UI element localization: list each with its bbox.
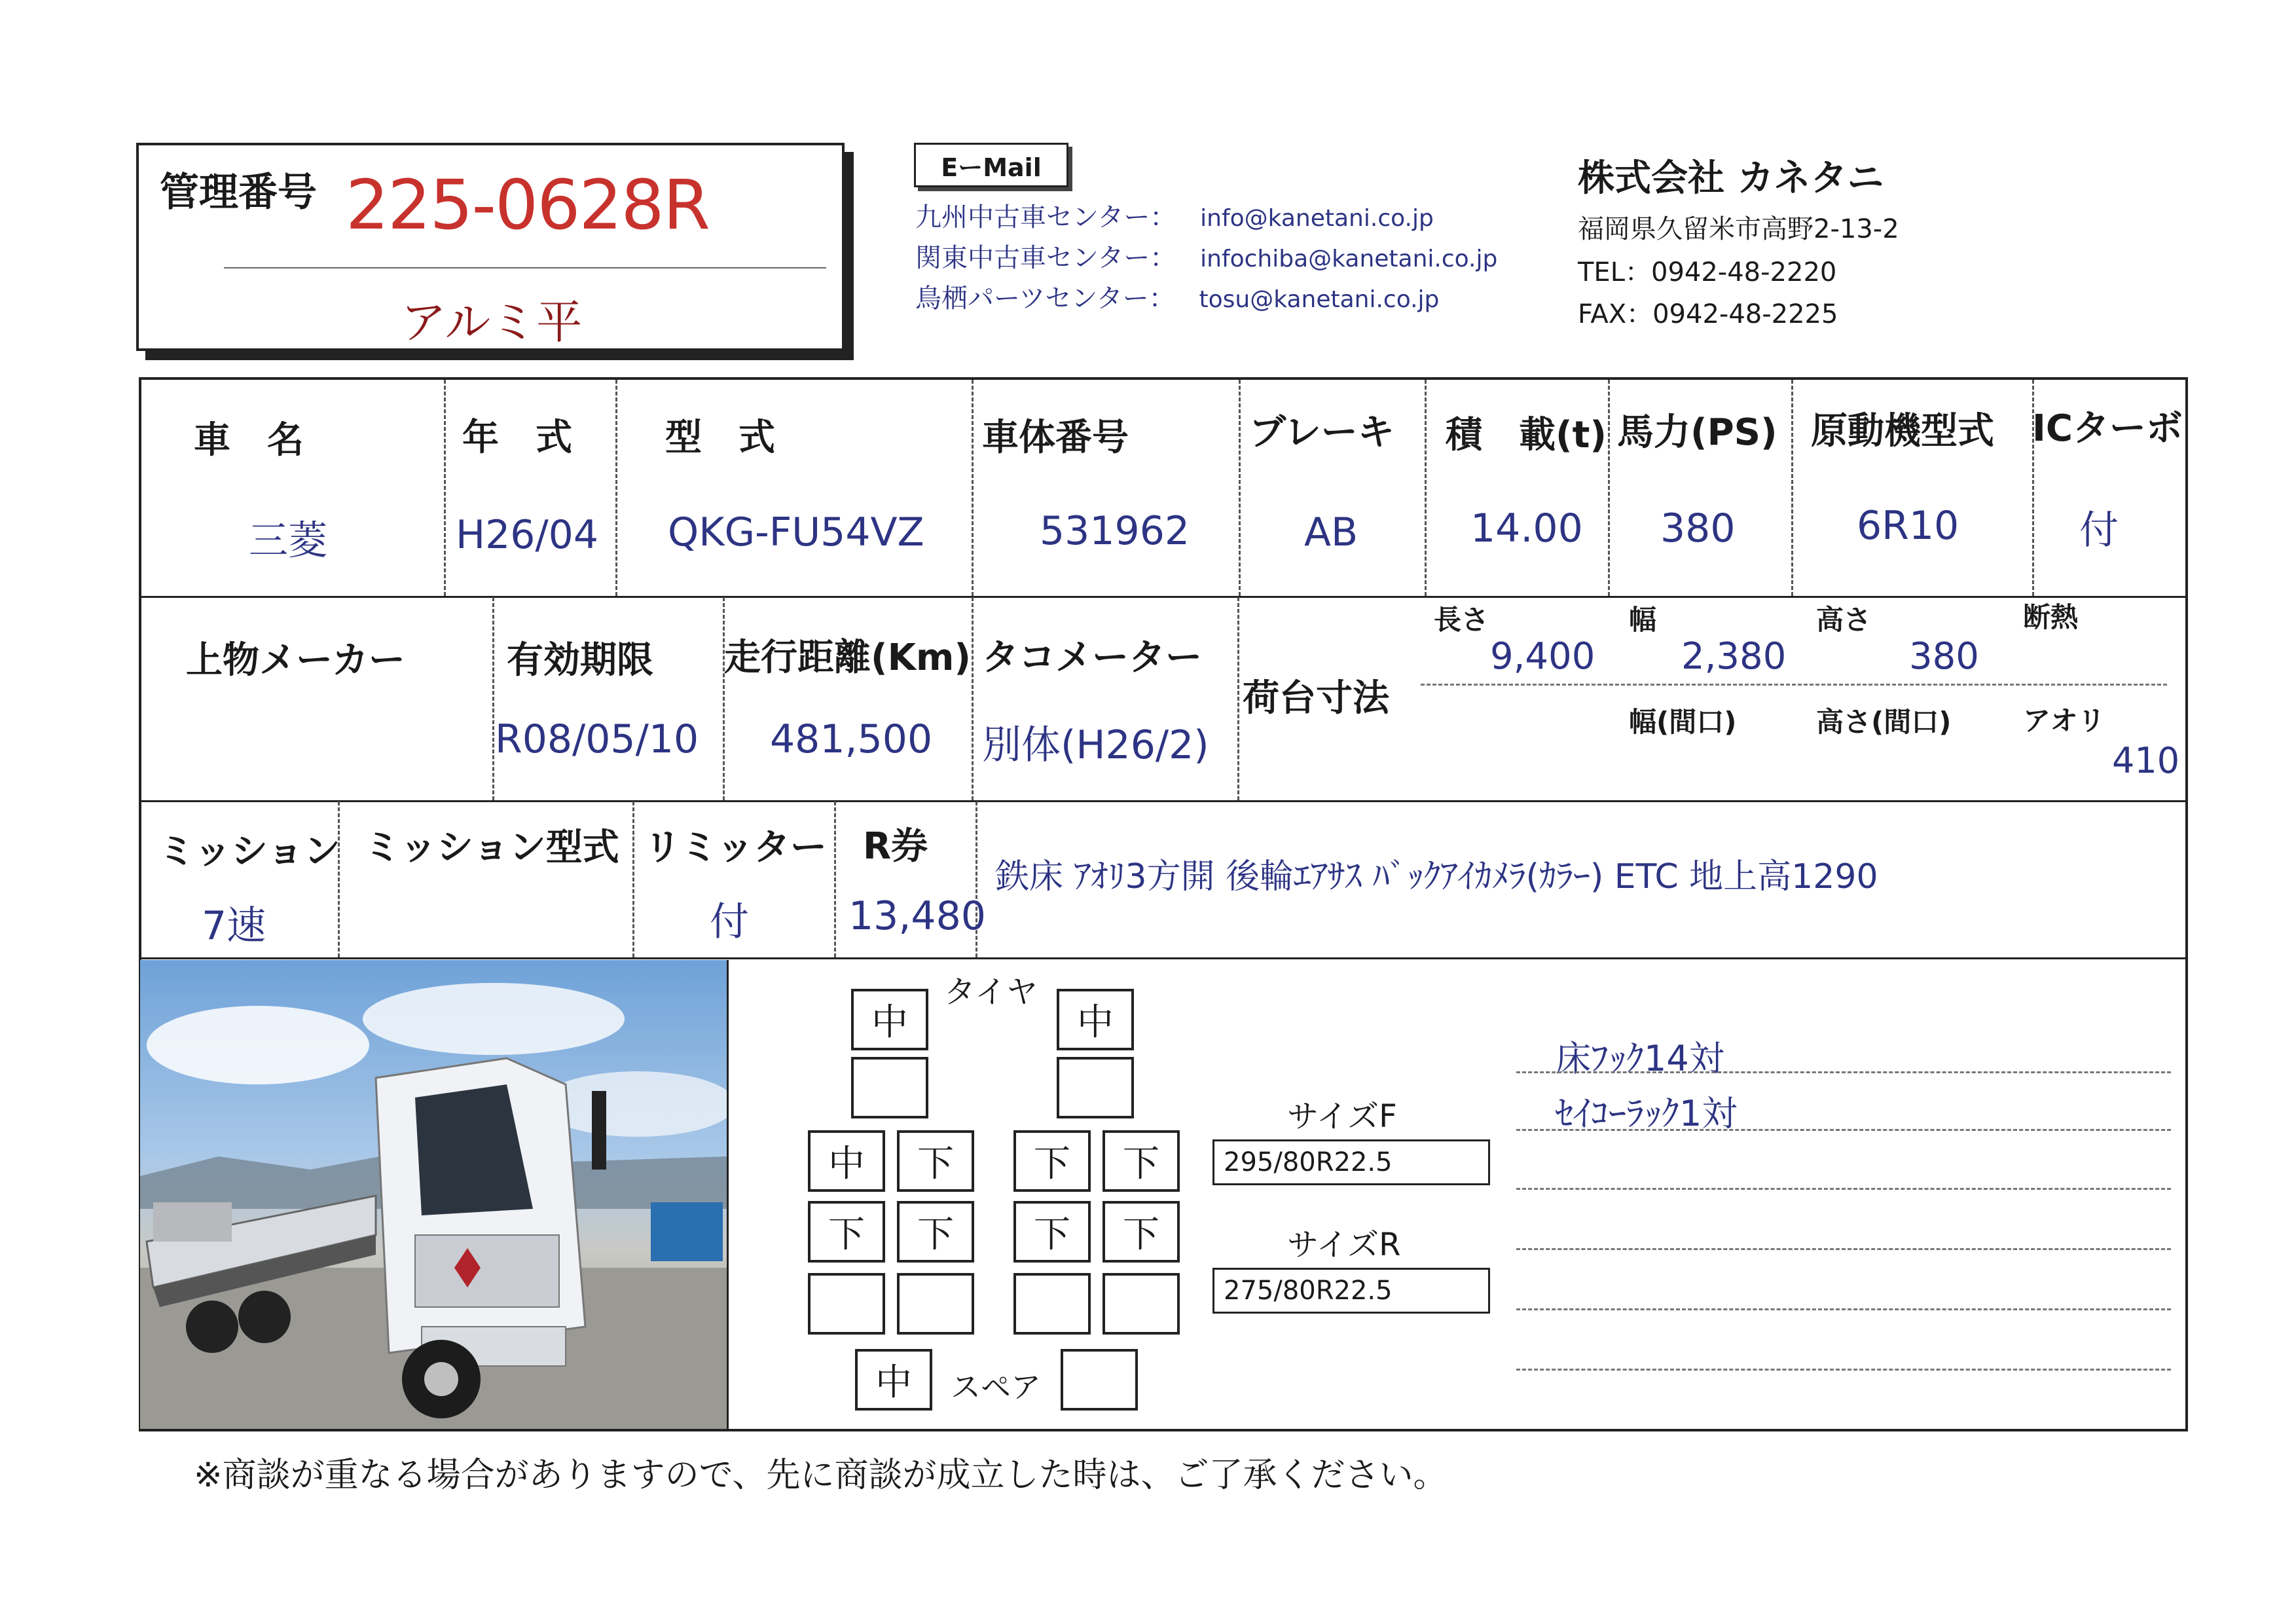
label-insulation: 断熱 — [2023, 601, 2079, 633]
company-fax: FAX：0942-48-2225 — [1578, 299, 1838, 329]
col-separator — [615, 380, 617, 596]
tire-rear-right: 下 — [1102, 1201, 1180, 1263]
email-address[interactable]: info@kanetani.co.jp — [1200, 205, 1434, 232]
tire-rear-right — [1102, 1273, 1180, 1335]
value-brake: AB — [1304, 509, 1358, 555]
label-expiry: 有効期限 — [507, 639, 653, 682]
size-r-value: 275/80R22.5 — [1224, 1276, 1393, 1306]
value-mileage: 481,500 — [770, 716, 933, 762]
tire-rear-left — [897, 1273, 974, 1335]
col-separator — [632, 802, 634, 957]
col-separator — [1608, 380, 1610, 596]
tire-rear-right: 下 — [1013, 1130, 1091, 1192]
kanri-divider — [224, 267, 826, 268]
label-maker: 上物メーカー — [186, 639, 405, 682]
email-contact-name: 九州中古車センター： — [915, 202, 1176, 232]
value-engine: 6R10 — [1857, 503, 1959, 549]
remark-line — [1516, 1188, 2171, 1190]
label-model: 型 式 — [665, 416, 775, 459]
tire-rear-left — [808, 1273, 885, 1335]
value-turbo: 付 — [2079, 507, 2119, 553]
tire-rear-left: 下 — [897, 1130, 974, 1192]
label-turbo: ICターボ — [2032, 407, 2183, 450]
tire-rear-left: 中 — [808, 1130, 885, 1192]
body-type: アルミ平 — [401, 295, 583, 349]
email-address[interactable]: tosu@kanetani.co.jp — [1199, 286, 1440, 313]
value-mission: 7速 — [202, 903, 266, 949]
size-r-box — [1212, 1268, 1490, 1314]
tire-rear-left: 下 — [808, 1201, 885, 1263]
value-tacho: 別体(H26/2) — [982, 722, 1209, 768]
label-tacho: タコメーター — [982, 637, 1202, 679]
label-r-ticket: R券 — [863, 825, 928, 868]
email-address[interactable]: infochiba@kanetani.co.jp — [1200, 246, 1498, 272]
tire-front-left-inner — [851, 1057, 928, 1118]
col-separator — [972, 597, 974, 800]
value-car-name: 三菱 — [249, 518, 327, 564]
col-separator — [1237, 597, 1239, 800]
remark-line — [1516, 1369, 2171, 1371]
remark-2: ｾｲｺｰﾗｯｸ1対 — [1556, 1093, 1738, 1134]
size-f-value: 295/80R22.5 — [1224, 1147, 1393, 1177]
remark-1: 床ﾌｯｸ14対 — [1556, 1038, 1724, 1079]
label-engine: 原動機型式 — [1811, 410, 1994, 452]
label-year: 年 式 — [462, 416, 572, 459]
photo-border — [727, 960, 729, 1429]
tire-title: タイヤ — [944, 974, 1038, 1010]
email-label-box — [914, 143, 1068, 187]
label-mission: ミッション — [158, 830, 340, 873]
remark-line — [1516, 1071, 2171, 1073]
company-address: 福岡県久留米市高野2-13-2 — [1578, 214, 1899, 244]
company-name: 株式会社 カネタニ — [1578, 157, 1884, 200]
remark-line — [1516, 1129, 2171, 1131]
tire-rear-right — [1013, 1273, 1091, 1335]
col-separator — [723, 597, 725, 800]
company-tel: TEL：0942-48-2220 — [1578, 257, 1837, 287]
dims-divider — [1421, 684, 2167, 686]
value-r-ticket: 13,480 — [848, 893, 986, 939]
col-separator — [492, 597, 494, 800]
size-f-box — [1212, 1139, 1490, 1185]
label-cargo-dims: 荷台寸法 — [1243, 677, 1389, 720]
value-height: 380 — [1909, 635, 1979, 678]
label-brake: ブレーキ — [1249, 411, 1394, 454]
spare-label: スペア — [951, 1369, 1041, 1405]
label-height-open: 高さ(間口) — [1816, 706, 1952, 738]
email-contact-name: 鳥栖パーツセンター： — [915, 284, 1175, 314]
tire-rear-left: 下 — [897, 1201, 974, 1263]
notes-text: 鉄床 ｱｵﾘ3方開 後輪ｴｱｻｽ ﾊﾞｯｸｱｲｶﾒﾗ(ｶﾗｰ) ETC 地上高1290 — [995, 857, 1878, 896]
email-contact-name: 関東中古車センター： — [915, 243, 1176, 273]
kanri-number: 225-0628R — [346, 165, 709, 245]
footer-note: ※商談が重なる場合がありますので、先に商談が成立した時は、ご了承ください。 — [194, 1456, 1448, 1495]
value-hp: 380 — [1660, 506, 1736, 551]
value-limiter: 付 — [710, 899, 749, 945]
col-separator — [1239, 380, 1241, 596]
email-contact-3 — [915, 278, 1439, 315]
col-separator — [1791, 380, 1793, 596]
remark-line — [1516, 1248, 2171, 1250]
value-expiry: R08/05/10 — [495, 716, 699, 762]
email-contact-1 — [915, 196, 1434, 234]
tire-spare: 中 — [855, 1349, 932, 1411]
value-load: 14.00 — [1470, 506, 1583, 551]
label-aori: アオリ — [2023, 705, 2105, 737]
label-limiter: リミッター — [644, 826, 827, 869]
col-separator — [444, 380, 446, 596]
label-car-name: 車 名 — [194, 419, 304, 462]
size-f-label: サイズF — [1287, 1098, 1397, 1135]
email-contact-2 — [915, 237, 1497, 274]
row-separator — [139, 957, 2188, 959]
kanri-box — [136, 143, 845, 351]
row-separator — [139, 800, 2188, 802]
col-separator — [972, 380, 974, 596]
tire-front-right-inner — [1057, 1057, 1134, 1118]
truck-photo — [140, 960, 727, 1429]
label-length: 長さ — [1434, 604, 1489, 636]
tire-rear-right: 下 — [1013, 1201, 1091, 1263]
kanri-label: 管理番号 — [160, 170, 317, 215]
label-mission-model: ミッション型式 — [364, 826, 619, 869]
label-mileage: 走行距離(Km) — [724, 637, 971, 679]
label-load: 積 載(t) — [1446, 414, 1607, 456]
tire-rear-right: 下 — [1102, 1130, 1180, 1192]
value-width: 2,380 — [1681, 635, 1787, 678]
label-height: 高さ — [1816, 604, 1872, 636]
tire-front-left-outer: 中 — [851, 989, 928, 1050]
label-width: 幅 — [1629, 604, 1657, 636]
tire-spare — [1061, 1349, 1138, 1411]
value-model: QKG-FU54VZ — [668, 509, 924, 555]
label-hp: 馬力(PS) — [1617, 411, 1777, 454]
row-separator — [139, 596, 2188, 598]
col-separator — [1425, 380, 1427, 596]
label-chassis: 車体番号 — [982, 416, 1129, 459]
size-r-label: サイズR — [1287, 1227, 1401, 1263]
label-width-open: 幅(間口) — [1629, 706, 1737, 738]
value-chassis: 531962 — [1040, 508, 1190, 554]
value-aori: 410 — [2112, 740, 2180, 781]
col-separator — [834, 802, 836, 957]
value-year: H26/04 — [456, 512, 599, 558]
value-length: 9,400 — [1490, 635, 1595, 678]
email-label: EーMail — [941, 153, 1042, 182]
remark-line — [1516, 1308, 2171, 1310]
tire-front-right-outer: 中 — [1057, 989, 1134, 1050]
